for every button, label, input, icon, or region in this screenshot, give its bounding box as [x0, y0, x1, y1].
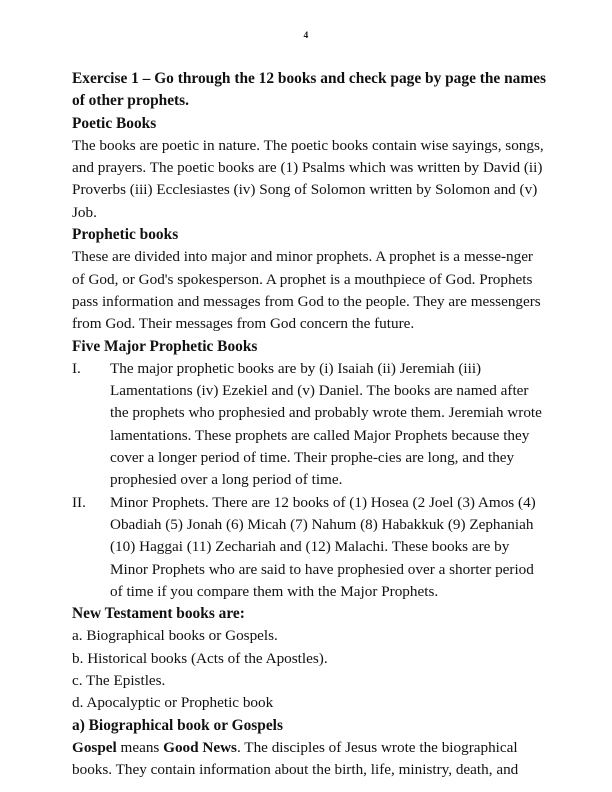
- list-item-text: The major prophetic books are by (i) Isaiah (ii) Jeremiah (iii) Lamentations (iv) Ezekiel and (v) Daniel. The books are named after the prophets who prophesied and probably wrote them. Jeremiah wrote lamentations. These prophets are called Major Prophets because they cover a longer period of time. Their prophe-cies are long, and they prophesied over a long period of time.: [110, 359, 542, 489]
- good-news-bold-term: Good News: [163, 738, 237, 756]
- prophetic-books-paragraph: These are divided into major and minor prophets. A prophet is a messe-nger of God, or God's spokesperson. A prophet is a mouthpiece of God. Prophets pass information and messages from God to the people. They are messengers from God. Their messages from God concern the future.: [72, 248, 541, 333]
- list-item: b. Historical books (Acts of the Apostles).: [72, 649, 328, 667]
- list-item: a. Biographical books or Gospels.: [72, 627, 278, 645]
- new-testament-heading: New Testament books are:: [72, 605, 245, 623]
- list-item: c. The Epistles.: [72, 672, 166, 690]
- gospels-subheading: a) Biographical book or Gospels: [72, 716, 283, 734]
- list-marker: I.: [72, 359, 81, 377]
- list-item: d. Apocalyptic or Prophetic book: [72, 694, 274, 712]
- poetic-books-paragraph: The books are poetic in nature. The poetic books contain wise sayings, songs, and prayers. The poetic books are (1) Psalms which was written by David (ii) Proverbs (iii) Ecclesiastes (iv) Song of Solomon written by Solomon and (v) Job.: [72, 136, 544, 221]
- five-major-prophetic-books-heading: Five Major Prophetic Books: [72, 337, 258, 355]
- list-marker: II.: [72, 493, 86, 511]
- gospel-tail-text: . The disciples of Jesus wrote the biographical books. They contain information about the birth, life, ministry, death, and: [72, 738, 519, 779]
- gospel-mid-text: means: [116, 738, 164, 756]
- gospel-bold-term: Gospel: [72, 738, 117, 756]
- gospel-paragraph: [72, 737, 546, 782]
- list-item: [72, 492, 546, 603]
- poetic-books-heading: Poetic Books: [72, 114, 157, 132]
- list-item-text: Minor Prophets. There are 12 books of (1) Hosea (2 Joel (3) Amos (4) Obadiah (5) Jonah (6) Micah (7) Nahum (8) Habakkuk (9) Zephaniah (10) Haggai (11) Zechariah and (12) Malachi. These books are by Minor Prophets who are said to have prophesied over a shorter period of time if you compare them with the Major Prophets.: [110, 493, 536, 600]
- body-text-column: [72, 68, 546, 782]
- prophetic-books-heading: Prophetic books: [72, 226, 179, 244]
- page-number: 4: [303, 31, 309, 41]
- roman-numeral-list: [72, 358, 546, 603]
- list-item: [72, 358, 546, 492]
- exercise-heading: Exercise 1 – Go through the 12 books and check page by page the names of other prophets.: [72, 70, 547, 110]
- lettered-list: [72, 625, 546, 714]
